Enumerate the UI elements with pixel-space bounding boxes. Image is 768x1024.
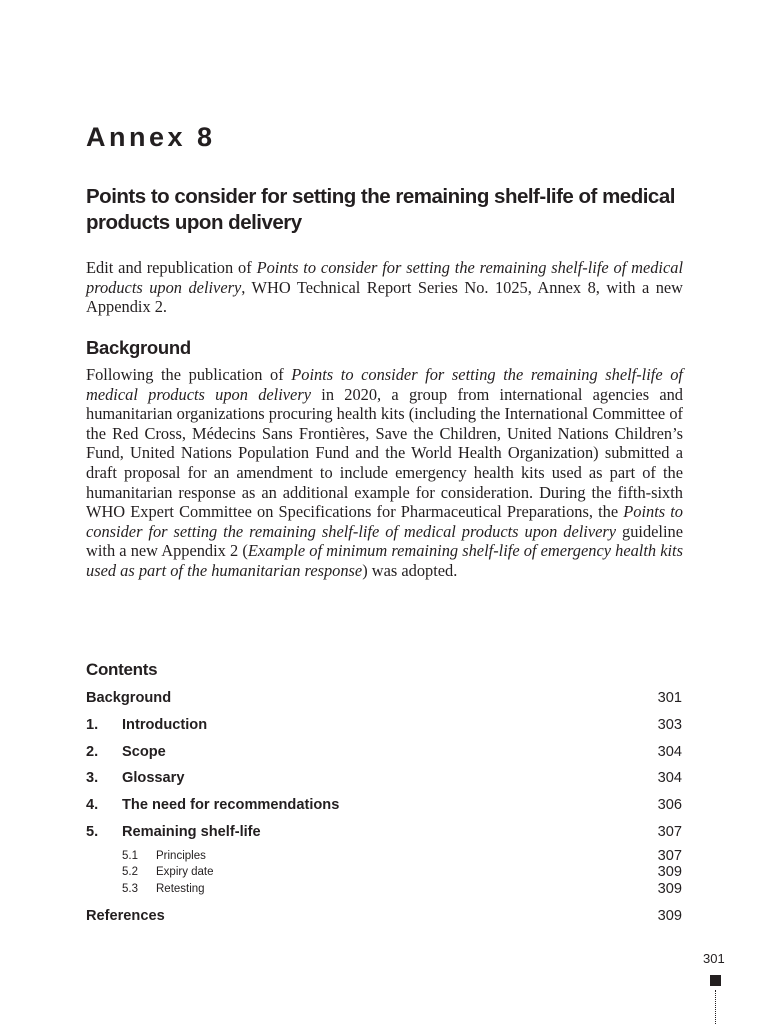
background-italic-1: Points to consider for setting the remaining shelf-life of medical products upon delivery [86,365,683,404]
table-of-contents [86,687,682,932]
toc-subitem-label: Principles [156,849,206,862]
intro-prefix: Edit and republication of [86,258,257,277]
background-paragraph [86,365,683,581]
toc-item-label: Glossary [122,770,185,787]
background-text-1: Following the publication of [86,365,292,384]
annex-title: Annex 8 [86,122,216,152]
intro-paragraph [86,258,683,317]
toc-subitem-number: 5.2 [122,866,138,879]
toc-spacer [86,897,682,905]
toc-item-label: Remaining shelf-life [122,823,261,840]
toc-item-label: References [86,908,165,925]
toc-item-page: 303 [657,716,682,733]
toc-item-page: 307 [657,823,682,840]
toc-subitem-principles[interactable] [86,848,682,865]
toc-item-number: 2. [86,743,99,760]
toc-item-need-for-recommendations[interactable] [86,794,682,821]
dotted-margin-rule [715,990,716,1024]
background-italic-2: Points to consider for setting the remaining shelf-life of medical products upon delivery [86,502,683,541]
toc-item-glossary[interactable] [86,767,682,794]
toc-item-label: Background [86,690,172,706]
toc-item-page: 304 [657,743,682,760]
toc-item-number: 4. [86,797,99,814]
background-text-3: guideline with a new Appendix 2 ( [86,521,684,561]
background-italic-3: Example of minimum remaining shelf-life of emergency health kits used as part of the humanitarian response [86,541,683,580]
page-marker-square [710,975,721,986]
toc-subitem-label: Retesting [156,882,205,895]
toc-item-label: Introduction [122,716,208,733]
toc-subitem-page: 309 [657,864,682,881]
intro-title-italic: Points to consider for setting the remaining shelf-life of medical products upon delivery [86,258,684,297]
toc-item-number: 3. [86,770,99,787]
toc-subitem-number: 5.3 [122,882,138,895]
toc-item-label: Scope [122,743,166,760]
page-number: 301 [703,951,725,966]
toc-item-number: 5. [86,823,99,840]
toc-item-page: 304 [657,770,682,787]
toc-item-page: 306 [657,797,682,814]
toc-item-background[interactable] [86,687,682,714]
background-text-4: ) was adopted. [362,560,458,580]
toc-subitem-retesting[interactable] [86,881,682,898]
toc-item-number: 1. [86,716,99,733]
intro-suffix: , WHO Technical Report Series No. 1025, Annex 8, with a new Appendix 2. [86,277,683,317]
toc-item-page: 309 [657,908,682,925]
toc-subitem-number: 5.1 [122,849,138,862]
toc-item-scope[interactable] [86,741,682,768]
toc-item-introduction[interactable] [86,714,682,741]
toc-subitem-page: 309 [657,880,682,897]
background-heading: Background [86,337,191,358]
toc-subitem-expiry-date[interactable] [86,864,682,881]
toc-item-remaining-shelf-life[interactable] [86,821,682,848]
toc-item-references[interactable] [86,905,682,932]
toc-item-label: The need for recommendations [122,797,340,814]
toc-subitem-page: 307 [657,847,682,864]
contents-heading: Contents [86,660,158,679]
document-title: Points to consider for setting the remaining shelf-life of medical products upon delivery [86,185,675,234]
toc-item-page: 301 [657,690,682,706]
toc-subitem-label: Expiry date [156,866,214,879]
background-text-2: in 2020, a group from international agencies and humanitarian organizations procuring health kits (including the International Committee of the Red Cross, Médecins Sans Frontières, Save the Children, United Nations Children’s Fund, United Nations Population Fund and the World Health Organization) submitted a draft proposal for an amendment to include emergency health kits used as part of the humanitarian response as an additional example for consideration. During the fifth-sixth WHO Expert Committee on Specifications for Pharmaceutical Preparations, the [86,384,684,522]
